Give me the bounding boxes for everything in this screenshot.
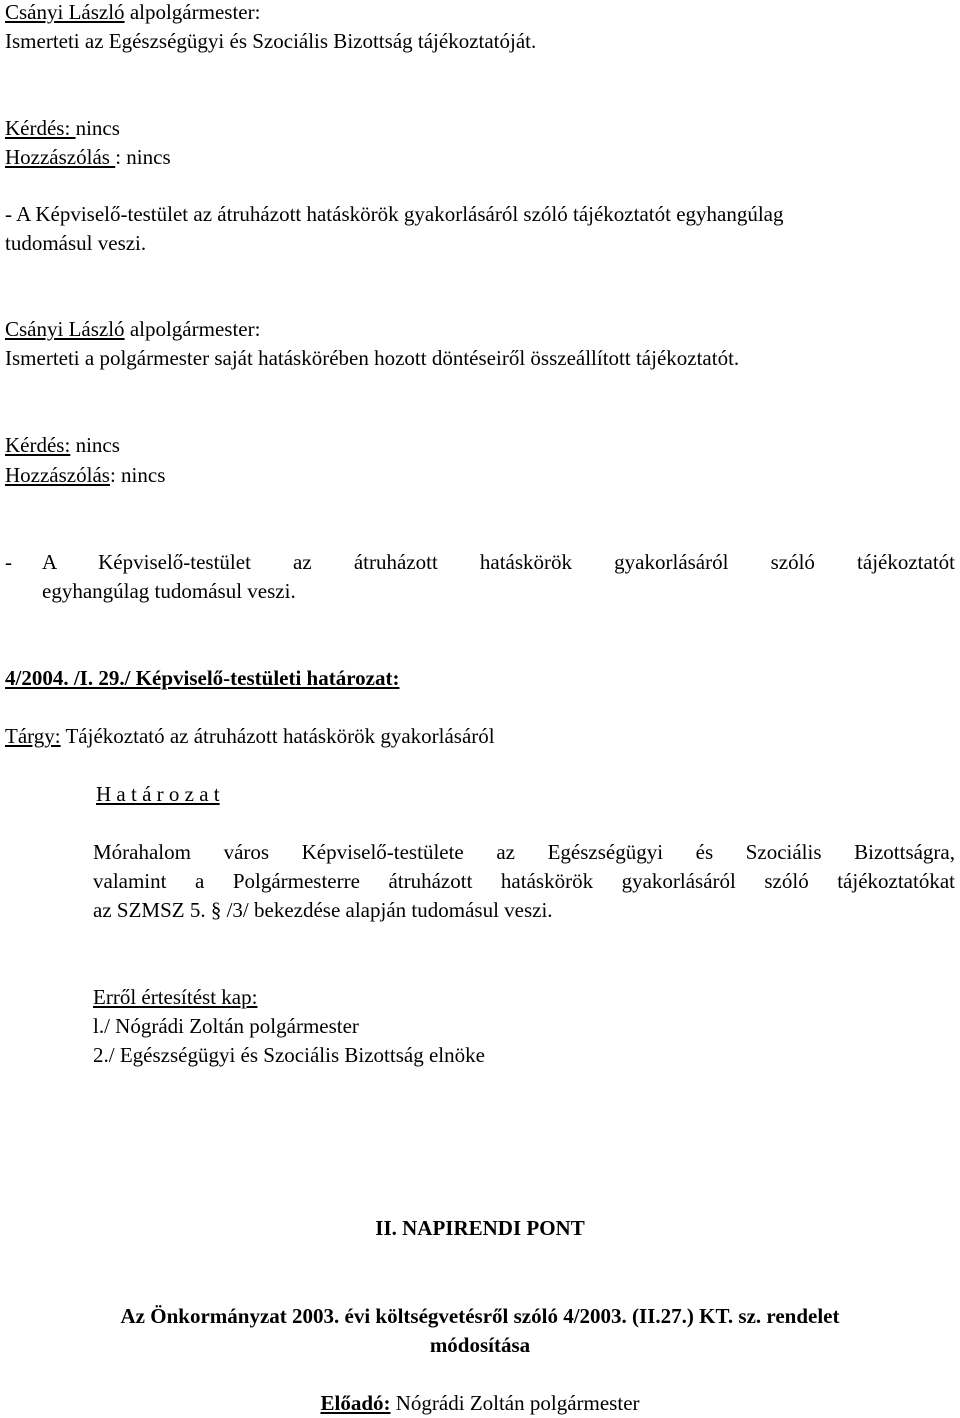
speaker-line-2 [5, 315, 260, 344]
question-value: nincs [70, 433, 120, 457]
recipient-2: 2./ Egészségügyi és Szociális Bizottság elnöke [93, 1043, 485, 1067]
comment-line-2 [5, 461, 165, 490]
comment-line-1 [5, 143, 171, 172]
resolution-2-line-2: egyhangúlag tudomásul veszi. [42, 579, 296, 603]
agenda-text-1: Ismerteti az Egészségügyi és Szociális Bizottság tájékoztatóját. [5, 29, 537, 53]
decision-body-line-2: valamint a Polgármesterre átruházott hatáskörök gyakorlásáról szóló tájékoztatókat [93, 869, 955, 893]
subject-label: Tárgy: [5, 724, 61, 748]
agenda-heading: II. NAPIRENDI PONT [375, 1216, 585, 1240]
recipient-1: l./ Nógrádi Zoltán polgármester [93, 1014, 359, 1038]
presenter-line [0, 1389, 960, 1418]
comment-value: : nincs [115, 145, 171, 169]
speaker-name: Csányi László [5, 0, 125, 24]
agenda-text-2: Ismerteti a polgármester saját hatáskörében hozott döntéseiről összeállított tájékoztatót. [5, 346, 740, 370]
decision-body-line-1: Mórahalom város Képviselő-testülete az Egészségügyi és Szociális Bizottságra, [93, 840, 955, 864]
question-label: Kérdés: [5, 116, 76, 140]
subject-value: Tájékoztató az átruházott hatáskörök gyakorlásáról [60, 724, 495, 748]
agenda-title-line-2: módosítása [429, 1333, 531, 1357]
speaker-line-1 [5, 0, 260, 27]
speaker-role: alpolgármester: [124, 0, 261, 24]
presenter-value: Nógrádi Zoltán polgármester [390, 1391, 640, 1415]
comment-value: : nincs [109, 463, 166, 487]
presenter-label: Előadó: [320, 1391, 391, 1415]
resolution-1-line-1: - A Képviselő-testület az átruházott hatáskörök gyakorlásáról szóló tájékoztatót egyhangúlag [5, 202, 784, 226]
question-label: Kérdés: [5, 433, 71, 457]
decision-heading: H a t á r o z a t [96, 782, 220, 806]
question-line-2 [5, 431, 120, 460]
decision-body-line-3: az SZMSZ 5. § /3/ bekezdése alapján tudomásul veszi. [93, 898, 553, 922]
speaker-name: Csányi László [5, 317, 125, 341]
resolution-1-line-2: tudomásul veszi. [5, 231, 147, 255]
speaker-role: alpolgármester: [124, 317, 261, 341]
question-value: nincs [75, 116, 120, 140]
subject-line [5, 722, 495, 751]
resolution-2-line-1: A Képviselő-testület az átruházott hatáskörök gyakorlásáról szóló tájékoztatót [42, 550, 955, 574]
notify-label: Erről értesítést kap: [93, 985, 258, 1009]
decision-number: 4/2004. /I. 29./ Képviselő-testületi határozat: [5, 666, 400, 690]
question-line-1 [5, 114, 120, 143]
comment-label: Hozzászólás [5, 145, 116, 169]
resolution-2-dash: - [5, 550, 12, 574]
comment-label: Hozzászólás [5, 463, 110, 487]
agenda-title-line-1: Az Önkormányzat 2003. évi költségvetésről szóló 4/2003. (II.27.) KT. sz. rendelet [120, 1304, 840, 1328]
